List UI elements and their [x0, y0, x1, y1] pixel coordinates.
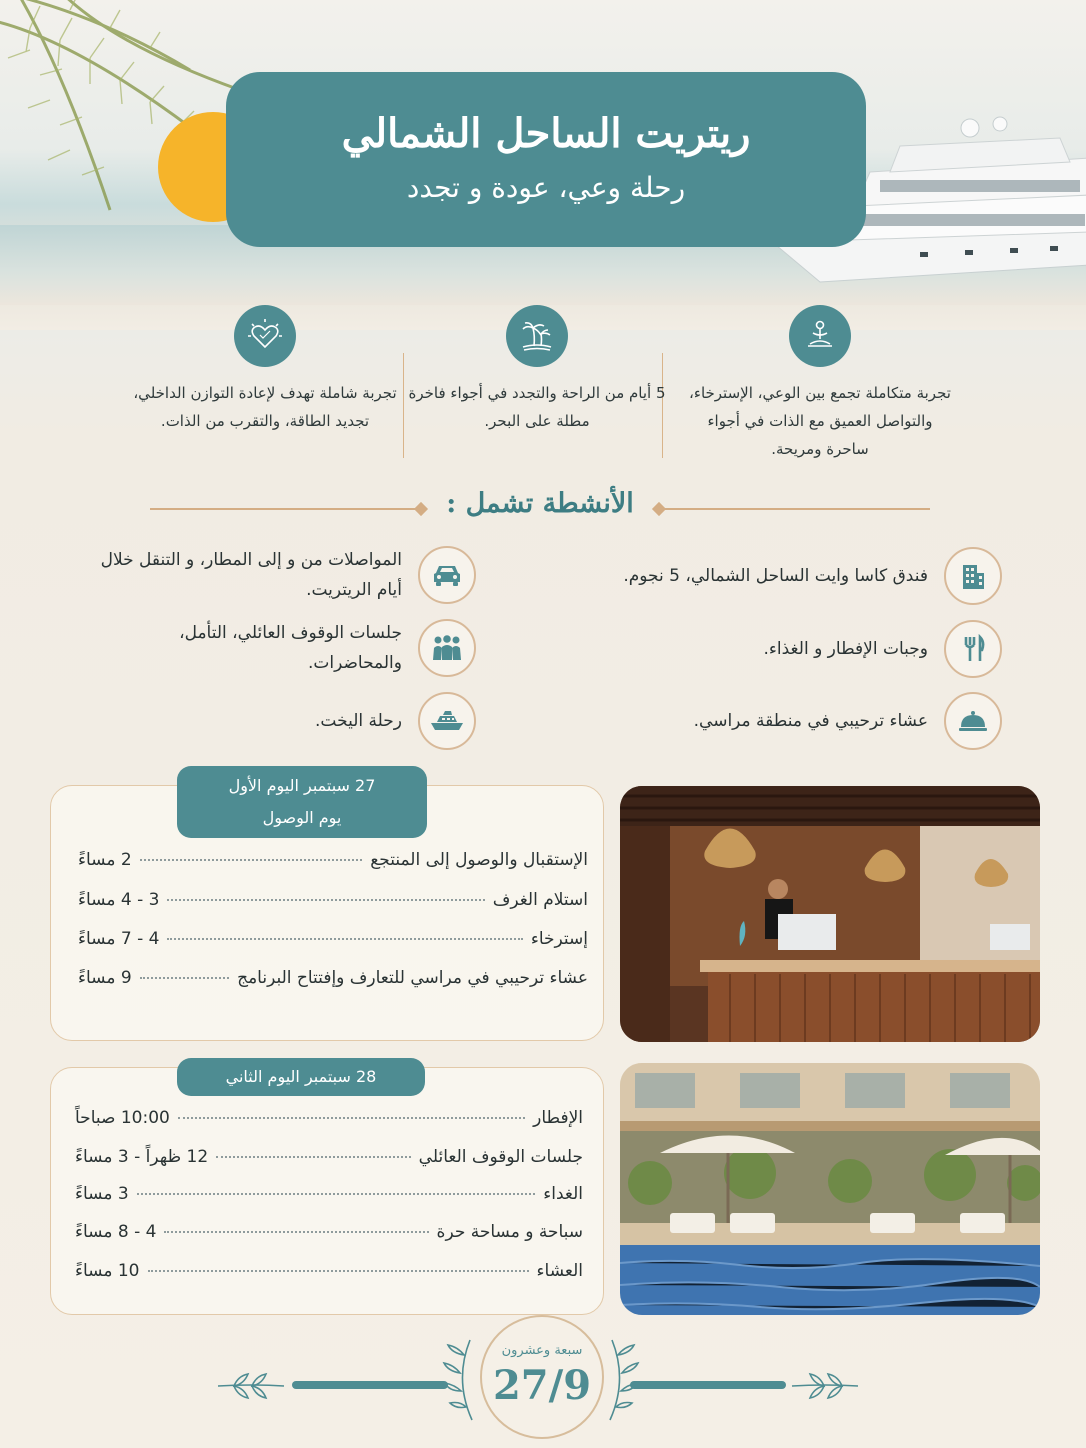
schedule-label: الإفطار [533, 1108, 583, 1128]
schedule-time: 4 - 7 مساءً [78, 929, 160, 949]
schedule-time: 10 مساءً [75, 1261, 140, 1281]
activity-text: وجبات الإفطار و الغذاء. [763, 639, 928, 659]
features-section [130, 305, 980, 475]
activity-text: المواصلات من و إلى المطار، و التنقل خلال أيام الريتريت. [100, 550, 402, 600]
hotel-icon [944, 547, 1002, 605]
feature-text: تجربة متكاملة تجمع بين الوعي، الإسترخاء، والتواصل العميق مع الذات في أجواء ساحرة ومريحة. [689, 384, 951, 458]
feature-text: 5 أيام من الراحة والتجدد في أجواء فاخرة مطلة على البحر. [408, 384, 666, 430]
schedule-label: العشاء [536, 1261, 583, 1281]
feature-mindful [685, 305, 955, 463]
footer-line-right [630, 1381, 786, 1389]
schedule-time: 9 مساءً [78, 968, 132, 988]
activities-title: الأنشطة تشمل : [446, 488, 634, 519]
day2-badge [177, 1058, 425, 1096]
yacht-icon [418, 692, 476, 750]
schedule-label: سباحة و مساحة حرة [436, 1222, 583, 1242]
car-icon [418, 546, 476, 604]
day1-badge [177, 766, 427, 838]
schedule-time: 3 مساءً [75, 1184, 129, 1204]
date-badge [480, 1315, 604, 1439]
cloche-icon [944, 692, 1002, 750]
activity-hotel [542, 547, 1002, 605]
activity-transport [96, 545, 476, 605]
footer-line-left [292, 1381, 448, 1389]
page-title: ريتريت الساحل الشمالي [341, 110, 751, 157]
activities-heading [150, 488, 930, 528]
schedule-time: 12 ظهراً - 3 مساءً [75, 1147, 209, 1167]
schedule-label: استلام الغرف [492, 890, 588, 910]
divider [403, 353, 404, 458]
day2-date: 28 سبتمبر اليوم الثاني [225, 1067, 377, 1086]
divider [150, 508, 420, 510]
activity-sessions [96, 618, 476, 678]
schedule-row [75, 1222, 583, 1242]
activity-yacht [96, 692, 476, 750]
people-icon [418, 619, 476, 677]
activity-dinner [542, 692, 1002, 750]
divider [660, 508, 930, 510]
schedule-time: 4 - 8 مساءً [75, 1222, 157, 1242]
divider [414, 502, 428, 516]
date-number: 27/9 [492, 1362, 592, 1409]
title-box [226, 72, 866, 247]
schedule-time: 2 مساءً [78, 850, 132, 870]
schedule-time: 3 - 4 مساءً [78, 890, 160, 910]
reception-photo [620, 786, 1040, 1042]
schedule-row [75, 1108, 583, 1128]
day1-date: 27 سبتمبر اليوم الأول [228, 776, 376, 795]
cutlery-icon [944, 620, 1002, 678]
schedule-row [75, 1184, 583, 1204]
schedule-label: عشاء ترحيبي في مراسي للتعارف وإفتتاح البرنامج [237, 968, 588, 988]
laurel-left-icon [216, 1360, 286, 1412]
feature-balance [130, 305, 400, 435]
schedule-row [75, 1147, 583, 1167]
activity-text: فندق كاسا وايت الساحل الشمالي، 5 نجوم. [623, 566, 928, 586]
activity-text: عشاء ترحيبي في منطقة مراسي. [693, 711, 928, 731]
meditation-icon [789, 305, 851, 367]
page-subtitle: رحلة وعي، عودة و تجدد [406, 171, 686, 204]
laurel-right-icon [790, 1360, 860, 1412]
activity-meals [542, 620, 1002, 678]
schedule-row [78, 929, 588, 949]
schedule-label: الغداء [543, 1184, 583, 1204]
schedule-row [78, 890, 588, 910]
pool-photo [620, 1063, 1040, 1315]
schedule-label: إسترخاء [530, 929, 588, 949]
schedule-row [75, 1261, 583, 1281]
heart-icon [234, 305, 296, 367]
activity-text: رحلة اليخت. [315, 711, 402, 731]
feature-days [402, 305, 672, 435]
schedule-row [78, 850, 588, 870]
branch-left-icon [440, 1335, 484, 1425]
feature-text: تجربة شاملة تهدف لإعادة التوازن الداخلي، تجديد الطاقة، والتقرب من الذات. [133, 384, 397, 430]
branch-right-icon [598, 1335, 642, 1425]
schedule-time: 10:00 صباحاً [75, 1108, 170, 1128]
schedule-label: جلسات الوقوف العائلي [418, 1147, 583, 1167]
schedule-row [78, 968, 588, 988]
island-palm-icon [506, 305, 568, 367]
activity-text: جلسات الوقوف العائلي، التأمل، والمحاضرات. [179, 623, 402, 673]
date-words: سبعة وعشرون [501, 1343, 583, 1358]
schedule-label: الإستقبال والوصول إلى المنتجع [370, 850, 588, 870]
day1-title: يوم الوصول [262, 808, 342, 827]
